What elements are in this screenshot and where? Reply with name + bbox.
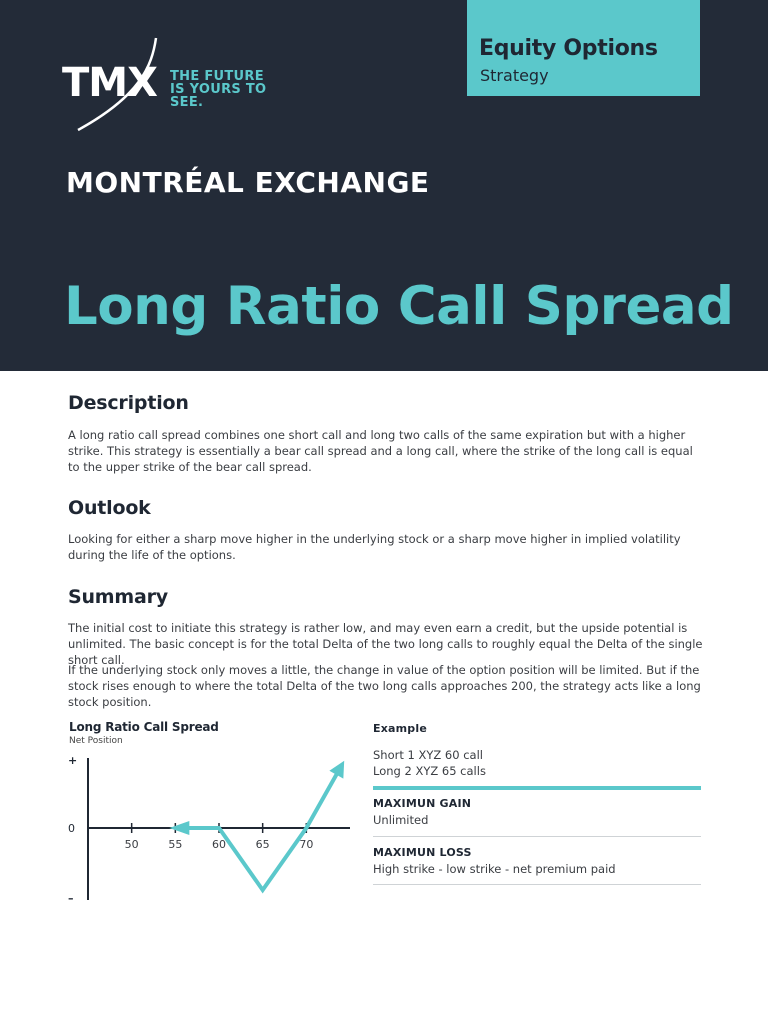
max-loss-label: MAXIMUN LOSS <box>373 846 472 859</box>
tmx-logo <box>60 36 300 136</box>
description-text: A long ratio call spread combines one short call and long two calls of the same expiration but with a higher strike. This strategy is essentially a bear call spread and a long call, where the strike of the long call is equal to the upper strike of the bear call spread. <box>68 428 693 474</box>
page-header <box>0 0 768 371</box>
example-line-2: Long 2 XYZ 65 calls <box>373 764 486 778</box>
page-title: Long Ratio Call Spread <box>64 276 734 337</box>
x-tick-label: 60 <box>212 838 226 851</box>
category-tag <box>467 0 700 96</box>
example-divider <box>373 786 701 790</box>
chart-canvas <box>60 716 360 916</box>
example-label: Example <box>373 722 427 735</box>
x-tick-label: 55 <box>168 838 183 851</box>
outlook-text: Looking for either a sharp move higher in the underlying stock or a sharp move higher in implied volatility during the life of the options. <box>68 532 681 562</box>
loss-divider <box>373 884 701 885</box>
category-subtitle: Strategy <box>480 66 549 85</box>
chart-title: Long Ratio Call Spread <box>69 720 219 734</box>
summary-paragraph-1: The initial cost to initiate this strategy is rather low, and may even earn a credit, but the upside potential is unlimited. The basic concept is for the total Delta of the two long calls to roughly equal the Delta of the single short call. <box>68 621 703 667</box>
max-gain-label: MAXIMUN GAIN <box>373 797 472 810</box>
example-line-1: Short 1 XYZ 60 call <box>373 748 483 762</box>
gain-divider <box>373 836 701 837</box>
chart-ylabel: Net Position <box>69 736 123 746</box>
exchange-name: MONTRÉAL EXCHANGE <box>66 166 430 199</box>
payoff-chart <box>60 716 360 916</box>
logo-tagline <box>170 70 300 109</box>
y-tick-label: – <box>68 892 74 905</box>
tagline-line-2: IS YOURS TO SEE. <box>170 82 267 110</box>
y-tick-label: + <box>68 754 78 767</box>
logo-text: TMX <box>62 60 157 106</box>
x-tick-label: 65 <box>255 838 270 851</box>
category-title: Equity Options <box>479 36 658 61</box>
x-tick-label: 50 <box>124 838 139 851</box>
max-loss-value: High strike - low strike - net premium paid <box>373 862 616 876</box>
max-gain-value: Unlimited <box>373 813 429 827</box>
description-heading: Description <box>68 392 189 414</box>
x-tick-label: 70 <box>299 838 314 851</box>
summary-paragraph-2: If the underlying stock only moves a little, the change in value of the option position will be limited. But if the stock rises enough to where the total Delta of the two long calls approaches 200, the strategy acts like a long stock position. <box>68 663 701 709</box>
left-arrow-head <box>169 821 189 835</box>
summary-heading: Summary <box>68 586 168 608</box>
tagline-line-1: THE FUTURE <box>170 69 264 84</box>
outlook-heading: Outlook <box>68 497 151 519</box>
y-tick-label: 0 <box>68 822 75 835</box>
